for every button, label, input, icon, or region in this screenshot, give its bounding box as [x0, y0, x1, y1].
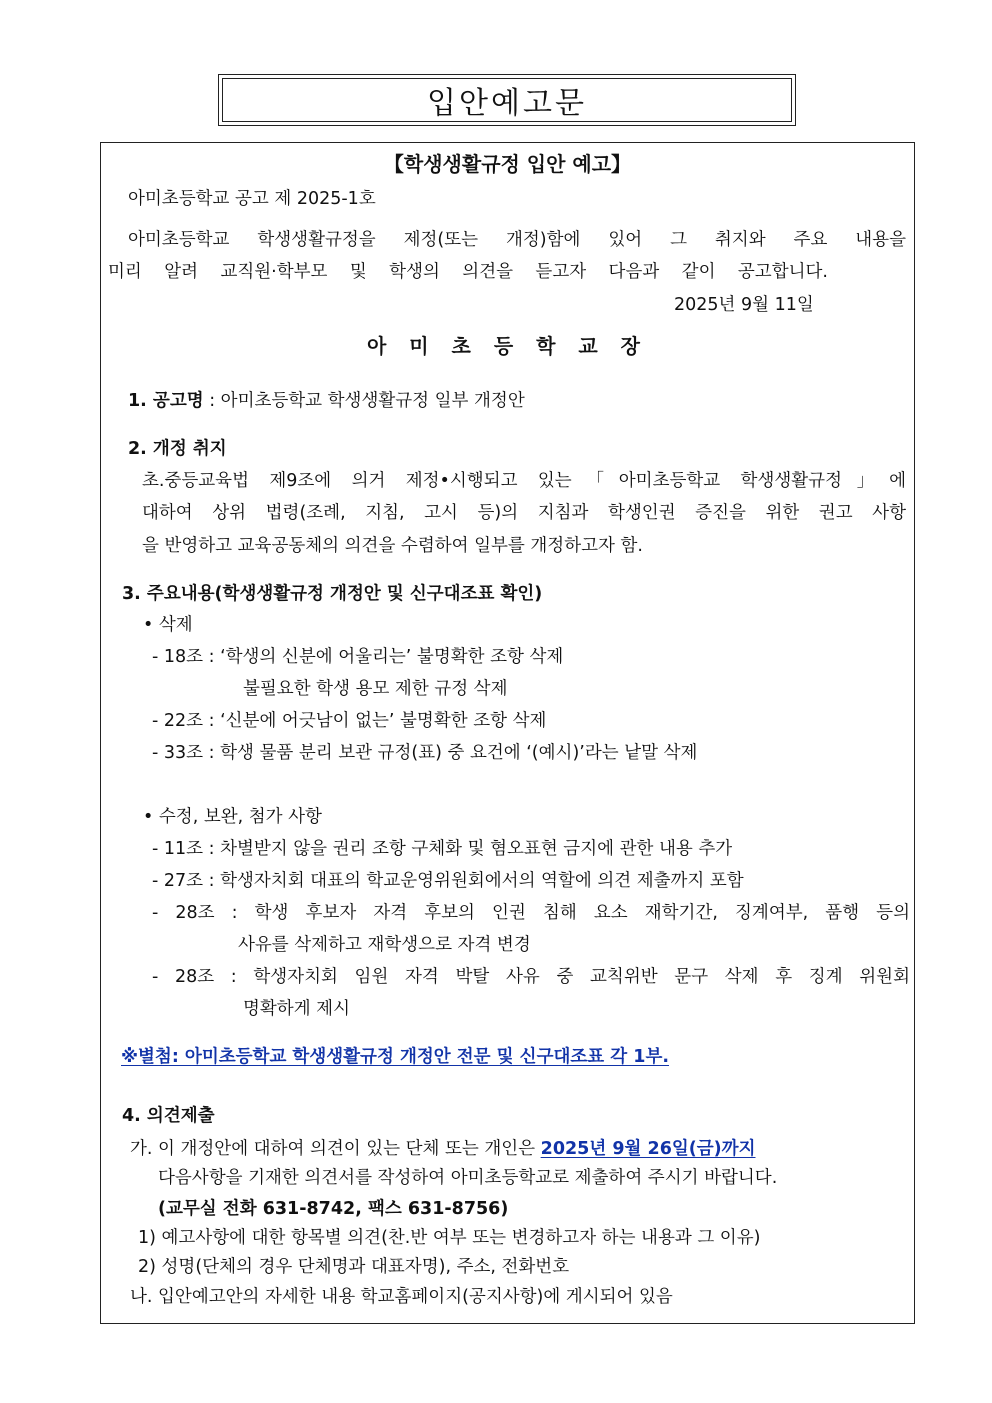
modify-item-28b-cont: 명확하게 제시	[243, 999, 350, 1019]
opinion-sub-1: 1) 예고사항에 대한 항목별 의견(찬.반 여부 또는 변경하고자 하는 내용과 그 이유)	[138, 1228, 761, 1248]
delete-item-18: - 18조 : ‘학생의 신분에 어울리는’ 불명확한 조항 삭제	[152, 647, 564, 667]
delete-heading: • 삭제	[143, 615, 193, 635]
issuer-name: 아 미 초 등 학 교 장	[366, 334, 649, 358]
delete-item-22: - 22조 : ‘신분에 어긋남이 없는’ 불명확한 조항 삭제	[152, 711, 547, 731]
attachment-note: ※별첨: 아미초등학교 학생생활규정 개정안 전문 및 신구대조표 각 1부.	[121, 1047, 670, 1067]
modify-item-28a-cont: 사유를 삭제하고 재학생으로 자격 변경	[238, 935, 531, 955]
modify-heading: • 수정, 보완, 첨가 사항	[143, 807, 322, 827]
intro-line-2: 미리 알려 교직원·학부모 및 학생의 의견을 듣고자 다음과 같이 공고합니다.	[108, 262, 828, 282]
modify-item-27: - 27조 : 학생자치회 대표의 학교운영위원회에서의 역할에 의견 제출까지 포함	[152, 871, 744, 891]
modify-item-11: - 11조 : 차별받지 않을 권리 조항 구체화 및 혐오표현 금지에 관한 내용 추가	[152, 839, 733, 859]
opinion-item-ga-line-2: 다음사항을 기재한 의견서를 작성하여 아미초등학교로 제출하여 주시기 바랍니다.	[158, 1168, 778, 1188]
opinion-item-na: 나. 입안예고안의 자세한 내용 학교홈페이지(공지사항)에 게시되어 있음	[130, 1287, 673, 1307]
opinion-sub-2: 2) 성명(단체의 경우 단체명과 대표자명), 주소, 전화번호	[138, 1257, 570, 1277]
section-2-label: 2. 개정 취지	[128, 439, 227, 459]
section-3-label: 3. 주요내용(학생생활규정 개정안 및 신구대조표 확인)	[122, 584, 543, 604]
section-1-label: 1. 공고명	[128, 391, 204, 411]
section-2-line-3: 을 반영하고 교육공동체의 의견을 수렴하여 일부를 개정하고자 함.	[142, 536, 643, 556]
section-2-line-2: 대하여 상위 법령(조례, 지침, 고시 등)의 지침과 학생인권 증진을 위한 권고 사항	[142, 503, 906, 523]
notice-date: 2025년 9월 11일	[674, 295, 814, 315]
opinion-item-ga-text: 가. 이 개정안에 대하여 의견이 있는 단체 또는 개인은	[130, 1139, 541, 1159]
section-1	[128, 389, 525, 413]
contact-info: (교무실 전화 631-8742, 팩스 631-8756)	[158, 1199, 509, 1219]
opinion-item-ga	[130, 1137, 756, 1161]
modify-item-28a: - 28조 : 학생 후보자 자격 후보의 인권 침해 요소 재학기간, 징계여부, 품행 등의	[152, 903, 910, 923]
delete-item-33: - 33조 : 학생 물품 분리 보관 규정(표) 중 요건에 ‘(예시)’라는 낱말 삭제	[152, 743, 698, 763]
title-box	[218, 74, 796, 126]
notice-title: 【학생생활규정 입안 예고】	[383, 152, 632, 176]
deadline-date: 2025년 9월 26일(금)까지	[540, 1139, 756, 1159]
section-4-label: 4. 의견제출	[122, 1106, 215, 1126]
section-2-line-1: 초.중등교육법 제9조에 의거 제정•시행되고 있는「아미초등학교 학생생활규정」에	[142, 471, 906, 491]
document-title: 입안예고문	[222, 78, 792, 122]
notice-number: 아미초등학교 공고 제 2025-1호	[128, 189, 376, 209]
intro-line-1: 아미초등학교 학생생활규정을 제정(또는 개정)함에 있어 그 취지와 주요 내용을	[128, 230, 906, 250]
delete-item-18-cont: 불필요한 학생 용모 제한 규정 삭제	[243, 679, 508, 699]
modify-item-28b: - 28조 : 학생자치회 임원 자격 박탈 사유 중 교칙위반 문구 삭제 후 징계 위원회	[152, 967, 910, 987]
section-1-text: : 아미초등학교 학생생활규정 일부 개정안	[203, 391, 525, 411]
